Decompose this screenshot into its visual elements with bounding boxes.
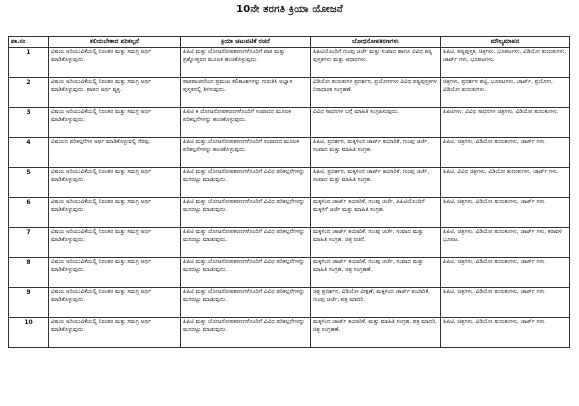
row-activity: ಪಿಪಿಟಿ ಮತ್ತು ಯೋಜನೋಪಕರಣಗಳೊಂದಿಗೆ ವಿವಿಧ ಪರಿಕಲ್ಪನೆಗಳನ್ನು ಮನದಟ್ಟು ಮಾಡುವುದು. [181,198,311,228]
row-resources: ಪಿಪಿಟಿ, ಚಿತ್ರಗಳು, ವಿಡಿಯೋ ತುಣುಕುಗಳು, ಚಾರ್ಟ್ ಗಳು. [441,318,570,348]
row-number: 3 [9,108,49,138]
row-tools: ಚಿತ್ರ ಪ್ರದರ್ಶನ, ವಿಡಿಯೋ ವೀಕ್ಷಣೆ, ಮಕ್ಕಳಿಂದ ಚಾರ್ಟ್ ತಯಾರಿಕೆ, ಗುಂಪು ಚರ್ಚೆ, ಪತ್ರ ಮಾದರಿ. [311,288,441,318]
row-tools: ವಿವಿಧ ಸಾಧನಗಳ ಬಗ್ಗೆ ಮಾಹಿತಿ ಸಂಗ್ರಹಿಸುವುದು. [311,108,441,138]
row-number: 6 [9,198,49,228]
row-resources: ಪಿಪಿಟಿಗಳು, ವಿವಿಧ ಸಾಧನಗಳ ಚಿತ್ರಗಳು, ವಿಡಿಯೋ ತುಣುಕುಗಳು. [441,108,570,138]
row-concept: ವಿಷಯ ಅರಿಯುವಿಕೆಯಲ್ಲಿ ನಿರಂತರ ಮತ್ತು ಸಮಗ್ರ ಅರ್ಥ ಮಾಡಿಕೊಳ್ಳುವುದು. [49,318,181,348]
row-activity: ಪಿಪಿಟಿ ಮತ್ತು ಯೋಜನೋಪಕರಣಗಳೊಂದಿಗೆ ವಿವಿಧ ಪರಿಕಲ್ಪನೆಗಳನ್ನು ಮನದಟ್ಟು ಮಾಡುವುದು. [181,168,311,198]
row-tools: ಪಿಪಿಟಿ, ಪ್ರದರ್ಶನ, ಮಕ್ಕಳಿಂದ ಚಾರ್ಟ್ ತಯಾರಿಕೆ, ಗುಂಪು ಚರ್ಚೆ, ಸಂವಾದ ಮತ್ತು ಮಾಹಿತಿ ಸಂಗ್ರಹ. [311,138,441,168]
header-concept: ಕಲಿಯಬೇಕಾದ ಪರಿಕಲ್ಪನೆ [49,37,181,48]
row-resources: ಪಿಪಿಟಿ, ಚಿತ್ರಗಳು, ವಿಡಿಯೋ ತುಣುಕುಗಳು, ಚಾರ್ಟ್ ಗಳು. [441,288,570,318]
row-activity: ಪಿಪಿಟಿ ಮತ್ತು ಯೋಜನೋಪಕರಣಗಳೊಂದಿಗೆ ವಿವಿಧ ಪರಿಕಲ್ಪನೆಗಳನ್ನು ಮನದಟ್ಟು ಮಾಡುವುದು. [181,228,311,258]
table-row [9,198,570,228]
row-resources: ಪಿಪಿಟಿ, ಪಠ್ಯಪುಸ್ತಕ, ಚಿತ್ರಗಳು, ಭೂಪಟಗಳು, ವಿಡಿಯೋ ತುಣುಕುಗಳು, ಚಾರ್ಟ್ ಗಳು, ಭೂಪಟಗಳು. [441,48,570,78]
header-teaching-tools: ಬೋಧನೋಪಕರಣಗಳು [311,37,441,48]
row-concept: ವಿಷಯ ಅರಿಯುವಿಕೆಯಲ್ಲಿ ನಿರಂತರ ಮತ್ತು ಸಮಗ್ರ ಅರ್ಥ ಮಾಡಿಕೊಳ್ಳುವುದು. ಪಾಠದ ಅರ್ಥ ವ್ಯಕ್ತ. [49,78,181,108]
table-row [9,108,570,138]
row-number: 1 [9,48,49,78]
row-tools: ಮಕ್ಕಳಿಂದ ಚಾರ್ಟ್ ತಯಾರಿಕೆ, ಗುಂಪು ಚರ್ಚೆ, ಪಿಪಿಟಿಯೊಂದಿಗೆ ಮಕ್ಕಳಿಗೆ ಚರ್ಚೆ ಮತ್ತು ಮಾಹಿತಿ ಸಂಗ್ರಹ. [311,198,441,228]
table-row [9,78,570,108]
row-number: 9 [9,288,49,318]
row-tools: ಮಕ್ಕಳಿಂದ ಚಾರ್ಟ್ ತಯಾರಿಕೆ, ಗುಂಪು ಚರ್ಚೆ, ಸಂವಾದ ಮತ್ತು ಮಾಹಿತಿ ಸಂಗ್ರಹ, ಚಿತ್ರ ಸಂಗ್ರಹಣೆ. [311,258,441,288]
row-activity: ಪಿಪಿಟಿ ಮತ್ತು ಯೋಜನೋಪಕರಣಗಳೊಂದಿಗೆ ಸಂವಾದದ ಮೂಲಕ ಪರಿಕಲ್ಪನೆಗಳನ್ನು ಹಂಚಿಕೊಳ್ಳುವುದು. [181,138,311,168]
row-number: 2 [9,78,49,108]
row-tools: ಪಿಪಿಟಿ, ಪ್ರದರ್ಶನ, ಮಕ್ಕಳಿಂದ ಚಾರ್ಟ್ ತಯಾರಿಕೆ, ಗುಂಪು ಚರ್ಚೆ, ಸಂವಾದ ಮತ್ತು ಮಾಹಿತಿ ಸಂಗ್ರಹ. [311,168,441,198]
row-tools: ಪಿಪಿಟಿಯೊಂದಿಗೆ ಗುಂಪು ಚರ್ಚೆ ಮತ್ತು ಸಂವಾದ ಹಾಗೂ ವಿವಿಧ ಪಠ್ಯ ಪುಸ್ತಕಗಳು ಮತ್ತು ಆಧಾರಗಳು. [311,48,441,78]
row-activity: ಪಿಪಿಟಿ ಮತ್ತು ಯೋಜನೋಪಕರಣಗಳೊಂದಿಗೆ ವಿವಿಧ ಪರಿಕಲ್ಪನೆಗಳನ್ನು ಮನದಟ್ಟು ಮಾಡುವುದು. [181,288,311,318]
header-evaluation: ಮೌಲ್ಯಮಾಪನ [441,37,570,48]
header-lesson-number: ಪಾ.ಸಂ [9,37,49,48]
row-activity: ಪಿಪಿಟಿ ಮತ್ತು ಯೋಜನೋಪಕರಣಗಳೊಂದಿಗೆ ವಿವಿಧ ಪರಿಕಲ್ಪನೆಗಳನ್ನು ಮನದಟ್ಟು ಮಾಡುವುದು. [181,318,311,348]
row-concept: ವಿಷಯ ಅರಿಯುವಿಕೆಯಲ್ಲಿ ನಿರಂತರ ಮತ್ತು ಸಮಗ್ರ ಅರ್ಥ ಮಾಡಿಕೊಳ್ಳುವುದು. [49,48,181,78]
action-plan-table-wrapper [8,36,569,348]
row-activity: ಪಿಪಿಟಿ ಮತ್ತು ಯೋಜನೋಪಕರಣಗಳೊಂದಿಗೆ ವಿವಿಧ ಪರಿಕಲ್ಪನೆಗಳನ್ನು ಮನದಟ್ಟು ಮಾಡುವುದು. [181,258,311,288]
action-plan-table [8,36,570,348]
row-concept: ವಿಷಯ ಅರಿಯುವಿಕೆಯಲ್ಲಿ ನಿರಂತರ ಮತ್ತು ಸಮಗ್ರ ಅರ್ಥ ಮಾಡಿಕೊಳ್ಳುವುದು. [49,108,181,138]
row-tools: ವಿಡಿಯೋ ತುಣುಕುಗಳ ಪ್ರದರ್ಶನ, ಪ್ರಯೋಗಗಳು ವಿವಿಧ ಪಠ್ಯಪುಸ್ತಕಗಳ ನಿರಾಧಾರಕ ಸಂಗ್ರಹಣೆ. [311,78,441,108]
row-activity: ಪಿಪಿಟಿ ಕ ಯೋಜನೋಪಕರಣಗಳೊಂದಿಗೆ ಸಂವಾದದ ಮೂಲಕ ಪರಿಕಲ್ಪನೆಗಳನ್ನು ಹಂಚಿಕೊಳ್ಳುವುದು. [181,108,311,138]
table-row [9,48,570,78]
row-activity: ಪಿಪಿಟಿ ಮತ್ತು ಯೋಜನೋಪಕರಣಗಳೊಂದಿಗೆ ಪಾಠ ಮತ್ತು ಪ್ರಶ್ನೋತ್ತರದ ಮೂಲಕ ಹಂಚಿಕೊಳ್ಳುವುದು. [181,48,311,78]
table-row [9,258,570,288]
row-resources: ಪಿಪಿಟಿ, ವಿವಿಧ ಚಿತ್ರಗಳು, ವಿಡಿಯೋ ತುಣುಕುಗಳು, ಚಾರ್ಟ್ ಗಳು. [441,168,570,198]
row-concept: ವಿಷಯ ಅರಿಯುವಿಕೆಯಲ್ಲಿ ನಿರಂತರ ಮತ್ತು ಸಮಗ್ರ ಅರ್ಥ ಮಾಡಿಕೊಳ್ಳುವುದು. [49,288,181,318]
table-row [9,288,570,318]
table-header-row [9,37,570,48]
row-concept: ವಿಷಯ ಅರಿಯುವಿಕೆಯಲ್ಲಿ ನಿರಂತರ ಮತ್ತು ಸಮಗ್ರ ಅರ್ಥ ಮಾಡಿಕೊಳ್ಳುವುದು. [49,168,181,198]
row-resources: ಚಿತ್ರಗಳು, ಪ್ರದರ್ಶನ ಪಟ್ಟಿ, ಭೂಪಟಗಳು, ಚಾರ್ಟ್, ಪ್ರಯೋಗ, ವಿಡಿಯೋ ತುಣುಕುಗಳು. [441,78,570,108]
row-concept: ವಿಷಯ ಅರಿಯುವಿಕೆಯಲ್ಲಿ ನಿರಂತರ ಮತ್ತು ಸಮಗ್ರ ಅರ್ಥ ಮಾಡಿಕೊಳ್ಳುವುದು. [49,228,181,258]
row-resources: ಪಿಪಿಟಿ, ಚಿತ್ರಗಳು, ವಿಡಿಯೋ ತುಣುಕುಗಳು, ಚಾರ್ಟ್ ಗಳು. [441,258,570,288]
row-concept: ವಿಷಯ ಅರಿಯುವಿಕೆಯಲ್ಲಿ ನಿರಂತರ ಮತ್ತು ಸಮಗ್ರ ಅರ್ಥ ಮಾಡಿಕೊಳ್ಳುವುದು. [49,198,181,228]
table-row [9,138,570,168]
table-row [9,168,570,198]
row-resources: ಪಿಪಿಟಿ, ಚಿತ್ರಗಳು, ವಿಡಿಯೋ ತುಣುಕುಗಳು, ಚಾರ್ಟ್ ಗಳು. [441,198,570,228]
row-number: 8 [9,258,49,288]
row-concept: ವಿಷಯ ಅರಿಯುವಿಕೆಯಲ್ಲಿ ನಿರಂತರ ಮತ್ತು ಸಮಗ್ರ ಅರ್ಥ ಮಾಡಿಕೊಳ್ಳುವುದು. [49,258,181,288]
table-row [9,228,570,258]
row-concept: ವಿಷಯದ ಪರಿಕಲ್ಪನೆಗಳ ಅರ್ಥ ಮಾಡಿಕೊಳ್ಳುವಲ್ಲಿ ನೆರವು. [49,138,181,168]
row-resources: ಪಿಪಿಟಿ, ಚಿತ್ರಗಳು, ವಿಡಿಯೋ ತುಣುಕುಗಳು, ಚಾರ್ಟ್ ಗಳು. [441,138,570,168]
row-tools: ಮಕ್ಕಳಿಂದ ಚಾರ್ಟ್ ತಯಾರಿಕೆ, ಮತ್ತು ಮಾಹಿತಿ ಸಂಗ್ರಹ, ಪತ್ರ ಮಾದರಿ, ಚಿತ್ರ ಸಂಗ್ರಹಣೆ. [311,318,441,348]
page-title: 10ನೇ ತರಗತಿ ಕ್ರಿಯಾ ಯೋಜನೆ [236,4,343,15]
row-tools: ಮಕ್ಕಳಿಂದ ಚಾರ್ಟ್ ತಯಾರಿಕೆ, ಗುಂಪು ಚರ್ಚೆ, ಸಂವಾದ ಮತ್ತು ಮಾಹಿತಿ ಸಂಗ್ರಹ, ಚಿತ್ರ ರಚನೆ. [311,228,441,258]
row-number: 4 [9,138,49,168]
table-row [9,318,570,348]
row-activity: ಪಾಠವಾಚನದಿಂದ ಪ್ರಮುಖ ಕಲಿಕಾಂಶಗಳನ್ನು ಗುರುತಿಸಿ ಅಭ್ಯಾಸ ಪುಸ್ತಕದಲ್ಲಿ ತಿಳಿಸುವುದು. [181,78,311,108]
row-number: 5 [9,168,49,198]
row-resources: ಪಿಪಿಟಿ, ಚಿತ್ರಗಳು, ವಿಡಿಯೋ ತುಣುಕುಗಳು, ಚಾರ್ಟ್ ಗಳು, ಕರಾವಳಿ ಭೂಪಟ. [441,228,570,258]
header-activity: ಕ್ರಿಯಾ ಚಟುವಟಿಕೆ ರಚನೆ [181,37,311,48]
row-number: 7 [9,228,49,258]
row-number: 10 [9,318,49,348]
